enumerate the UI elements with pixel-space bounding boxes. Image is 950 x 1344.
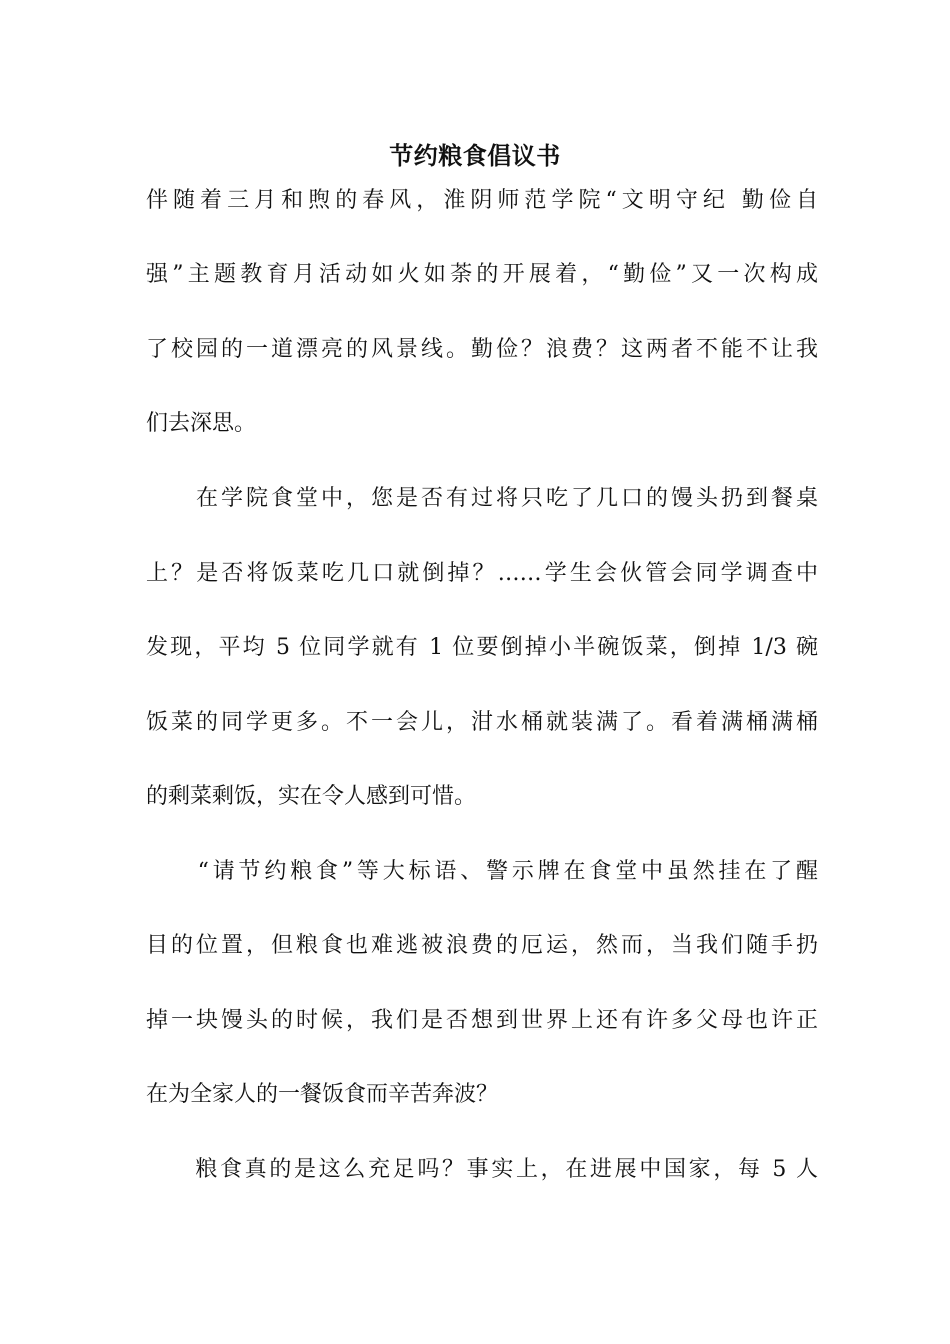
paragraph-line: 在为全家人的一餐饭食而辛苦奔波？	[146, 1082, 499, 1107]
paragraph-line: 们去深思。	[146, 411, 257, 436]
paragraph-line: 了校园的一道漂亮的风景线。勤俭？浪费？这两者不能不让我	[146, 337, 818, 362]
paragraph-line: “请节约粮食”等大标语、警示牌在食堂中虽然挂在了醒	[146, 859, 818, 884]
paragraph-line: 目的位置，但粮食也难逃被浪费的厄运，然而，当我们随手扔	[146, 933, 818, 958]
paragraph-line: 掉一块馒头的时候，我们是否想到世界上还有许多父母也许正	[146, 1008, 818, 1033]
document-title: 节约粮食倡议书	[389, 141, 561, 170]
paragraph-line: 的剩菜剩饭，实在令人感到可惜。	[146, 784, 477, 809]
paragraph-line: 粮食真的是这么充足吗？事实上，在进展中国家，每 5 人	[146, 1157, 818, 1182]
paragraph-line: 在学院食堂中，您是否有过将只吃了几口的馒头扔到餐桌	[146, 486, 818, 511]
paragraph-line: 发现，平均 5 位同学就有 1 位要倒掉小半碗饭菜，倒掉 1/3 碗	[146, 635, 818, 660]
paragraph-line: 上？是否将饭菜吃几口就倒掉？……学生会伙管会同学调查中	[146, 561, 818, 586]
paragraph-line: 伴随着三月和煦的春风，淮阴师范学院“文明守纪 勤俭自	[146, 188, 818, 213]
paragraph-line: 饭菜的同学更多。不一会儿，泔水桶就装满了。看着满桶满桶	[146, 710, 818, 735]
paragraph-line: 强”主题教育月活动如火如荼的开展着，“勤俭”又一次构成	[146, 262, 818, 287]
